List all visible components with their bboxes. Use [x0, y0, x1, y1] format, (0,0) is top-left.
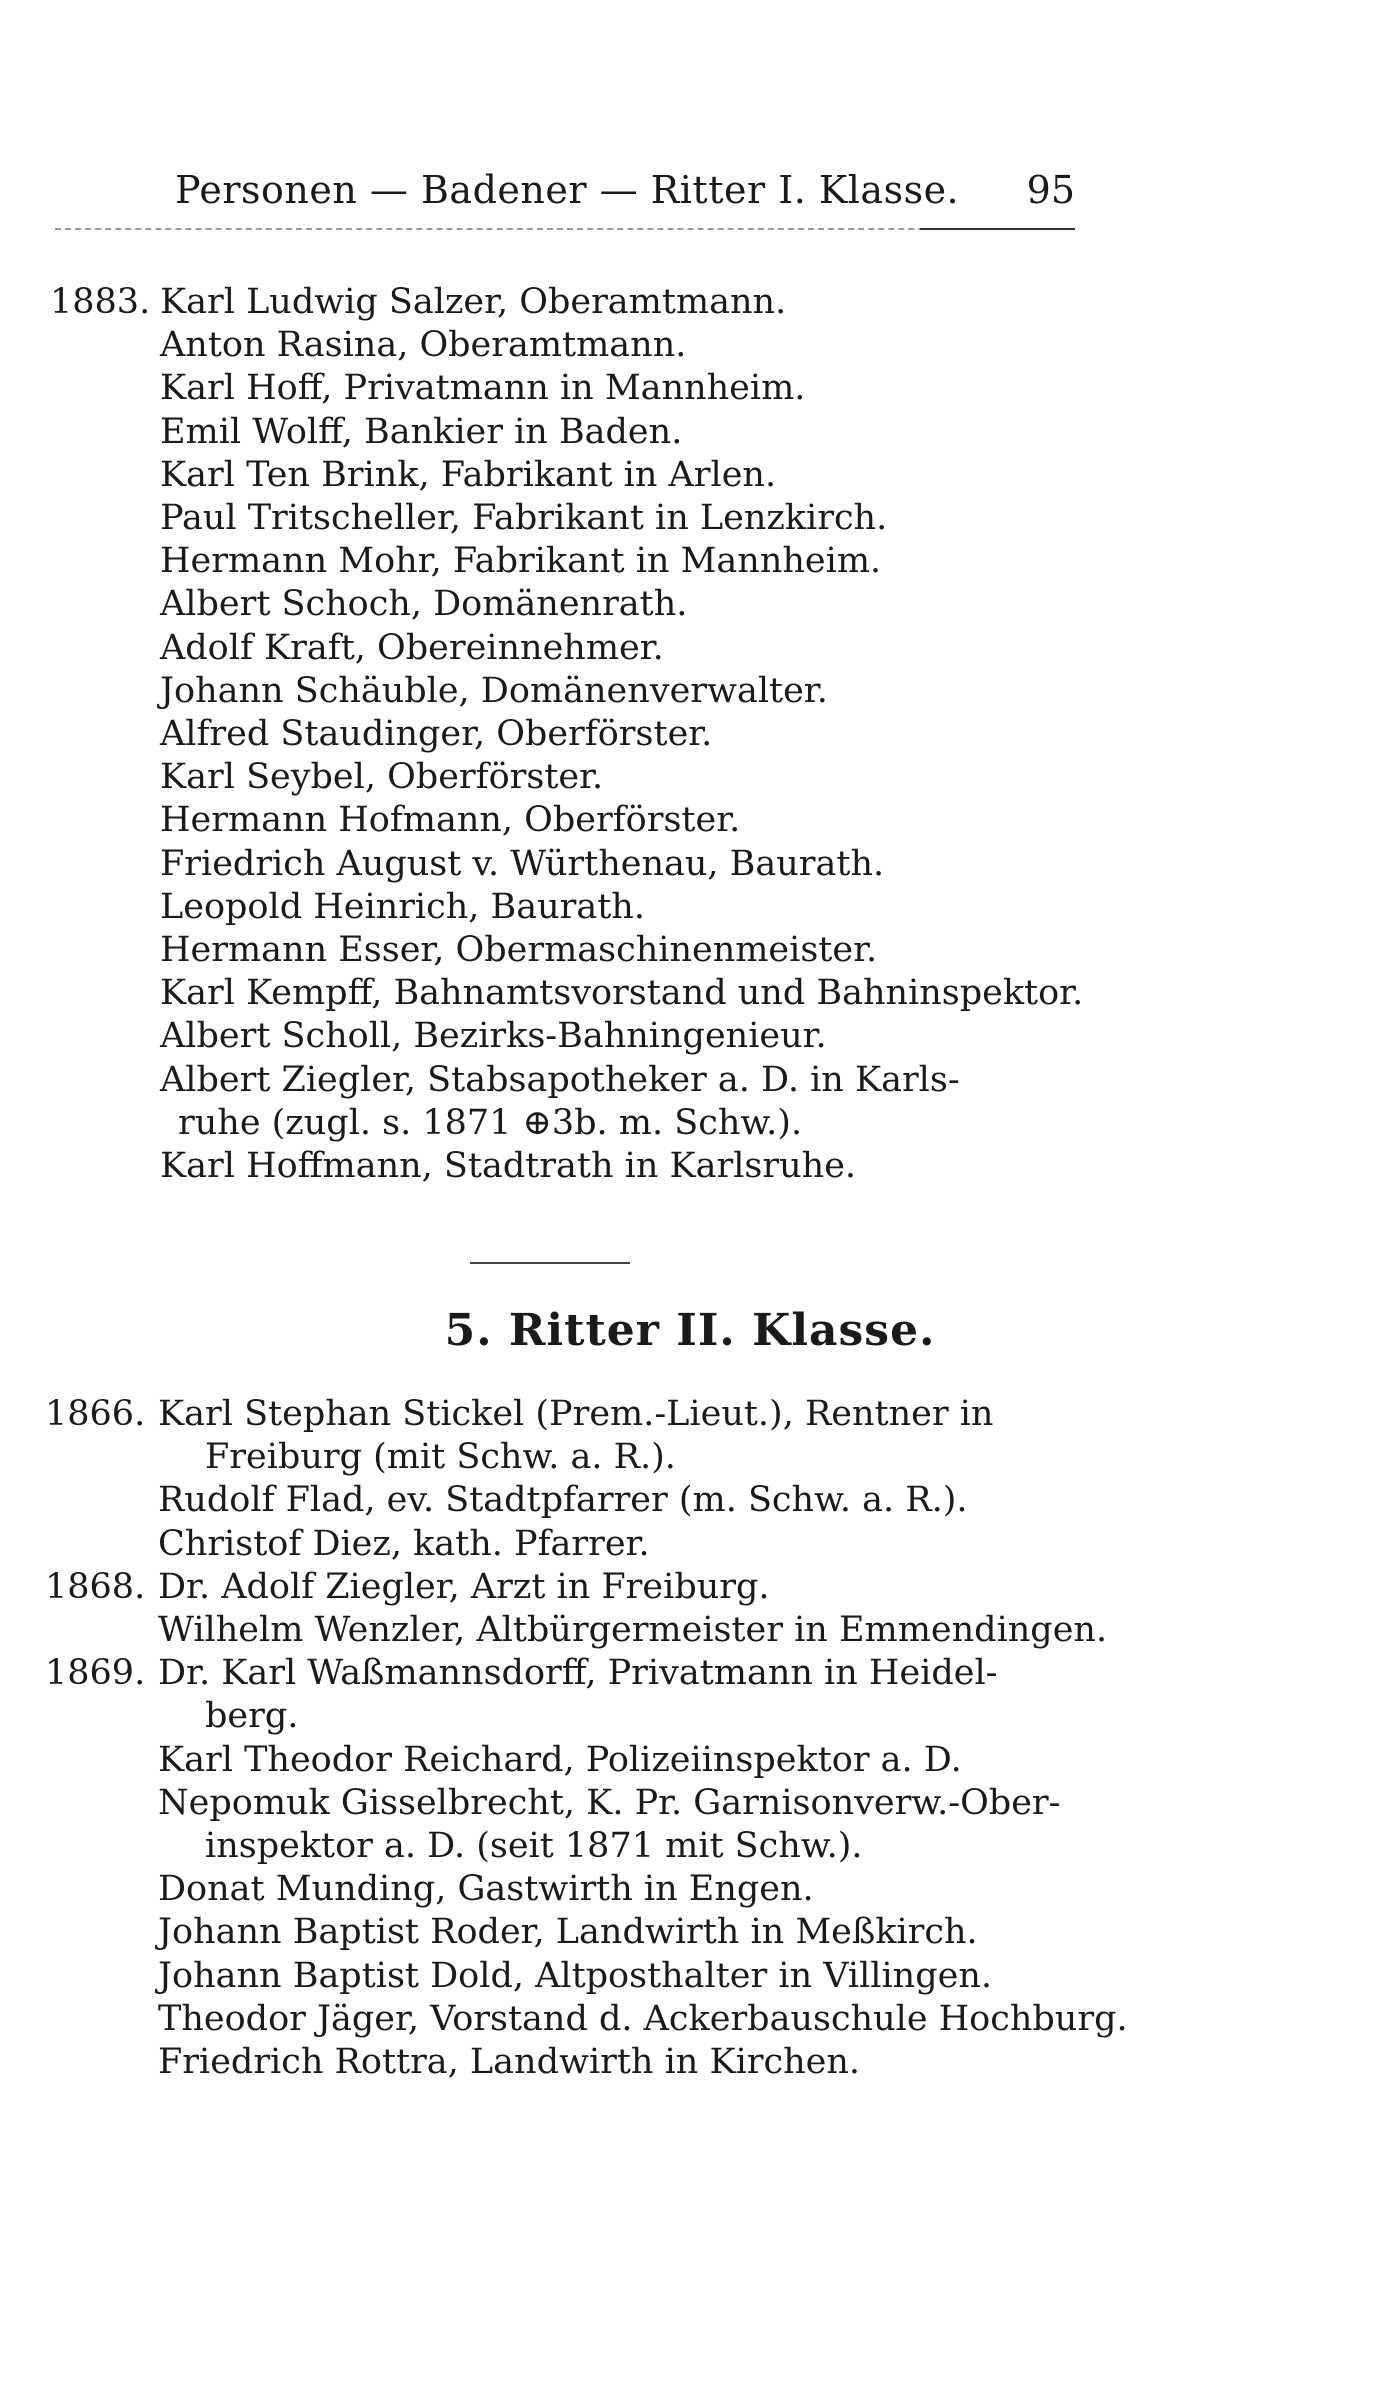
- entry-line: Karl Hoffmann, Stadtrath in Karlsruhe.: [160, 1146, 857, 1186]
- header-rule-right: [920, 228, 1075, 230]
- entry-line: Anton Rasina, Oberamtmann.: [160, 325, 687, 366]
- entry-line: Johann Baptist Roder, Landwirth in Meßkirch.: [158, 1912, 978, 1953]
- entry-line: Friedrich Rottra, Landwirth in Kirchen.: [158, 2042, 861, 2082]
- entry-line: Dr. Karl Waßmannsdorff, Privatmann in Heidel-: [158, 1653, 998, 1694]
- entry-line: Adolf Kraft, Obereinnehmer.: [160, 627, 664, 668]
- entry-line: Hermann Hofmann, Oberförster.: [160, 800, 741, 841]
- entry-line: Karl Ten Brink, Fabrikant in Arlen.: [160, 454, 777, 495]
- entry-line: Theodor Jäger, Vorstand d. Ackerbauschule Hochburg.: [158, 1998, 1128, 2039]
- entry-line: Freiburg (mit Schw. a. R.).: [205, 1437, 676, 1478]
- entry-line: Karl Ludwig Salzer, Oberamtmann.: [160, 282, 787, 322]
- year-label: 1866.: [45, 1394, 146, 1434]
- entry-line: Emil Wolff, Bankier in Baden.: [160, 411, 683, 452]
- year-label: 1869.: [45, 1653, 146, 1694]
- entry-line: Dr. Adolf Ziegler, Arzt in Freiburg.: [158, 1566, 770, 1607]
- entry-line: ruhe (zugl. s. 1871 ⊕3b. m. Schw.).: [178, 1102, 803, 1143]
- entry-line: Karl Theodor Reichard, Polizeiinspektor a. D.: [158, 1739, 962, 1780]
- page-header: [175, 168, 1075, 218]
- year-label: 1868.: [45, 1566, 146, 1607]
- entry-line: Donat Munding, Gastwirth in Engen.: [158, 1869, 814, 1910]
- entry-line: Albert Ziegler, Stabsapotheker a. D. in Karls-: [160, 1059, 960, 1100]
- section-heading: 5. Ritter II. Klasse.: [444, 1305, 936, 1356]
- entry-line: Rudolf Flad, ev. Stadtpfarrer (m. Schw. a. R.).: [158, 1480, 968, 1521]
- entry-line: Hermann Esser, Obermaschinenmeister.: [160, 930, 878, 970]
- entry-line: Karl Seybel, Oberförster.: [160, 757, 604, 798]
- entry-line: Wilhelm Wenzler, Altbürgermeister in Emmendingen.: [158, 1610, 1108, 1650]
- entry-line: Alfred Staudinger, Oberförster.: [160, 714, 713, 754]
- entry-line: Albert Schoch, Domänenrath.: [160, 584, 688, 625]
- running-title: Personen — Badener — Ritter I. Klasse.: [175, 168, 960, 212]
- entry-line: Leopold Heinrich, Baurath.: [160, 886, 645, 927]
- year-label-1883: 1883.: [50, 282, 151, 322]
- section-divider: [470, 1262, 630, 1264]
- page-number: 95: [1026, 168, 1075, 212]
- entry-line: Karl Kempff, Bahnamtsvorstand und Bahninspektor.: [160, 973, 1084, 1014]
- entry-line: Hermann Mohr, Fabrikant in Mannheim.: [160, 541, 882, 582]
- entry-line: Albert Scholl, Bezirks-Bahningenieur.: [160, 1016, 827, 1057]
- entry-line: Christof Diez, kath. Pfarrer.: [158, 1523, 650, 1564]
- entry-line: Karl Stephan Stickel (Prem.-Lieut.), Rentner in: [158, 1394, 994, 1434]
- entry-line: Friedrich August v. Würthenau, Baurath.: [160, 843, 885, 884]
- entry-line: Johann Baptist Dold, Altposthalter in Villingen.: [158, 1955, 993, 1996]
- entry-line: berg.: [205, 1696, 299, 1737]
- entry-line: Paul Tritscheller, Fabrikant in Lenzkirch.: [160, 498, 888, 538]
- entry-line: Johann Schäuble, Domänenverwalter.: [160, 670, 828, 711]
- entry-line: inspektor a. D. (seit 1871 mit Schw.).: [205, 1826, 863, 1866]
- entry-line: Nepomuk Gisselbrecht, K. Pr. Garnisonverw.-Ober-: [158, 1782, 1061, 1823]
- entry-line: Karl Hoff, Privatmann in Mannheim.: [160, 368, 806, 409]
